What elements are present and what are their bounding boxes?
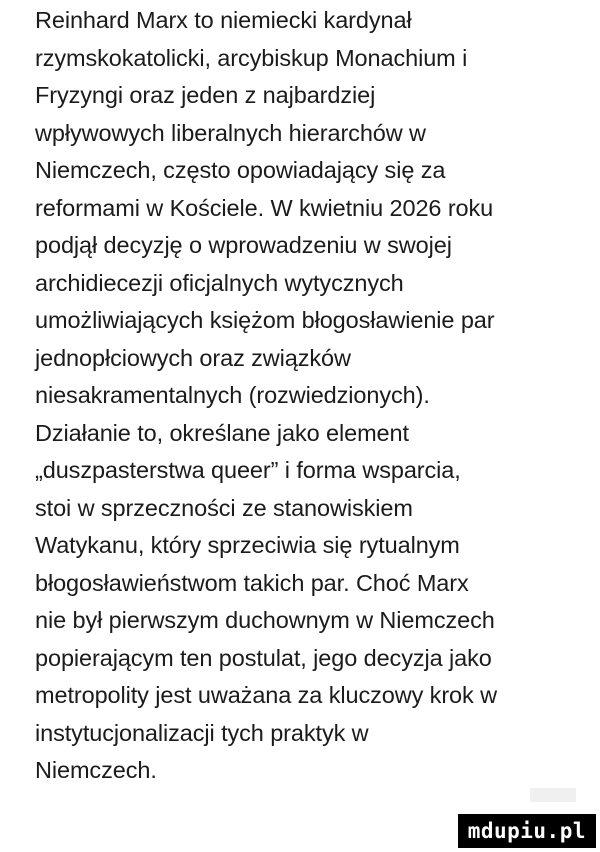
text-line: podjął decyzję o wprowadzeniu w swojej <box>35 232 452 258</box>
text-line: stoi w sprzeczności ze stanowiskiem <box>35 494 413 521</box>
text-line: metropolity jest uważana za kluczowy krok w <box>35 682 497 708</box>
text-line: archidiecezji oficjalnych wytycznych <box>35 269 404 296</box>
text-line: jednopłciowych oraz związków <box>35 344 351 371</box>
text-line: reformami w Kościele. W kwietniu 2026 roku <box>35 194 494 221</box>
text-line: nie był pierwszym duchownym w Niemczech <box>35 607 495 633</box>
text-line: instytucjonalizacji tych praktyk w <box>35 719 369 746</box>
article-text <box>35 2 595 790</box>
site-watermark <box>458 814 596 848</box>
watermark-text: mdupiu.pl <box>467 819 586 843</box>
text-line: Fryzyngi oraz jeden z najbardziej <box>35 82 376 108</box>
text-line: „duszpasterstwa queer” i forma wsparcia, <box>35 457 461 483</box>
text-line: niesakramentalnych (rozwiedzionych). <box>35 382 430 408</box>
text-line: wpływowych liberalnych hierarchów w <box>35 119 426 146</box>
text-line: Działanie to, określane jako element <box>35 419 409 446</box>
faint-watermark-graphic <box>530 788 576 802</box>
text-line: Reinhard Marx to niemiecki kardynał <box>35 7 412 33</box>
text-line: błogosławieństwom takich par. Choć Marx <box>35 569 469 596</box>
text-line: rzymskokatolicki, arcybiskup Monachium i <box>35 44 468 71</box>
text-line: Niemczech. <box>35 757 157 783</box>
text-line: popierającym ten postulat, jego decyzja jako <box>35 644 492 671</box>
text-line: Niemczech, często opowiadający się za <box>35 157 446 183</box>
text-line: umożliwiających księżom błogosławienie par <box>35 307 495 333</box>
text-line: Watykanu, który sprzeciwia się rytualnym <box>35 532 460 558</box>
